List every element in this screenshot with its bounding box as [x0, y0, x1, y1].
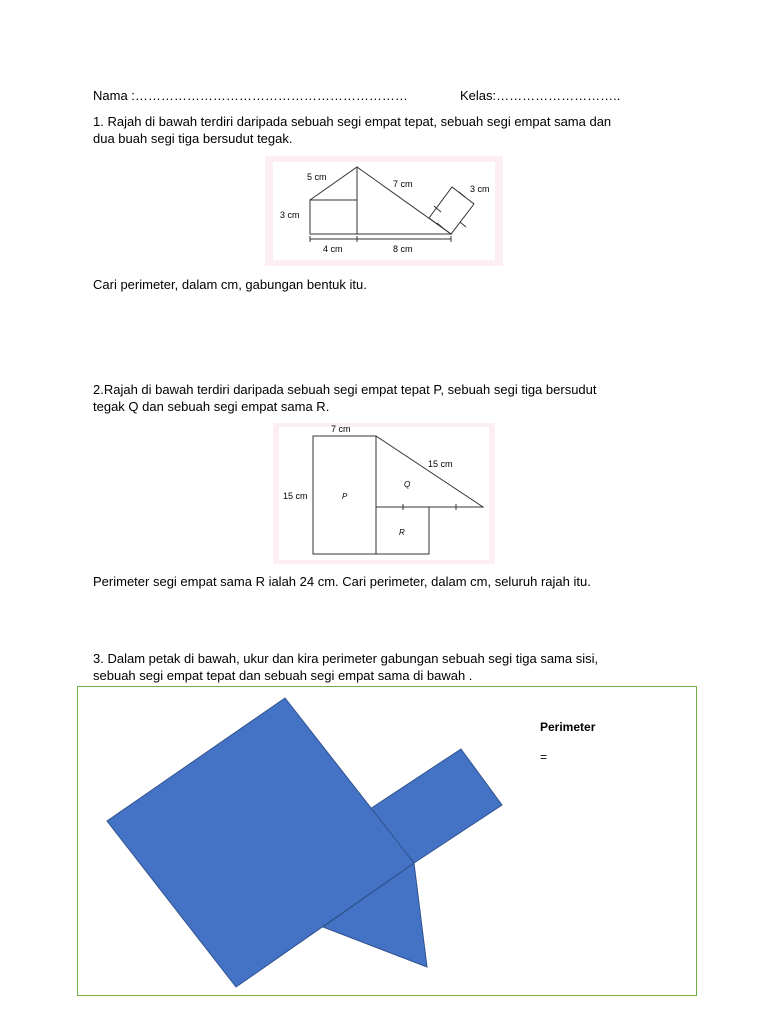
q2-text-line1: 2.Rajah di bawah terdiri daripada sebuah segi empat tepat P, sebuah segi tiga bersudut	[93, 382, 597, 397]
q1-label-bottom-left: 4 cm	[323, 244, 343, 254]
q1-label-bottom-right: 8 cm	[393, 244, 413, 254]
q2-question: Perimeter segi empat sama R ialah 24 cm. Cari perimeter, dalam cm, seluruh rajah itu.	[93, 574, 591, 589]
q2-label-top: 7 cm	[331, 424, 351, 434]
q1-text-line1: 1. Rajah di bawah terdiri daripada sebuah segi empat tepat, sebuah segi empat sama dan	[93, 114, 612, 129]
q2-text-line2: tegak Q dan sebuah segi empat sama R.	[93, 399, 330, 414]
q2-label-p: P	[342, 492, 348, 501]
q3-equals: =	[540, 750, 548, 764]
q1-figure	[265, 156, 503, 266]
q2-figure	[273, 423, 495, 564]
q2-label-q: Q	[404, 480, 411, 489]
q2-label-r: R	[399, 528, 405, 537]
q3-text-line2: sebuah segi empat tepat dan sebuah segi empat sama di bawah .	[93, 668, 473, 683]
name-label: Nama :………………………………………………………	[93, 88, 408, 103]
q1-text-line2: dua buah segi tiga bersudut tegak.	[93, 131, 293, 146]
q1-label-hyp: 7 cm	[393, 179, 413, 189]
q2-label-hyp: 15 cm	[428, 459, 453, 469]
q1-question: Cari perimeter, dalam cm, gabungan bentuk itu.	[93, 277, 367, 292]
q1-label-top: 5 cm	[307, 172, 327, 182]
q3-shapes	[78, 687, 696, 995]
q3-perimeter-label: Perimeter	[540, 720, 596, 734]
class-label: Kelas:………………………..	[460, 88, 621, 103]
q3-text-line1: 3. Dalam petak di bawah, ukur dan kira perimeter gabungan sebuah segi tiga sama sisi,	[93, 651, 599, 666]
q2-label-left: 15 cm	[283, 491, 308, 501]
q1-label-square: 3 cm	[470, 184, 490, 194]
q1-label-left: 3 cm	[280, 210, 300, 220]
